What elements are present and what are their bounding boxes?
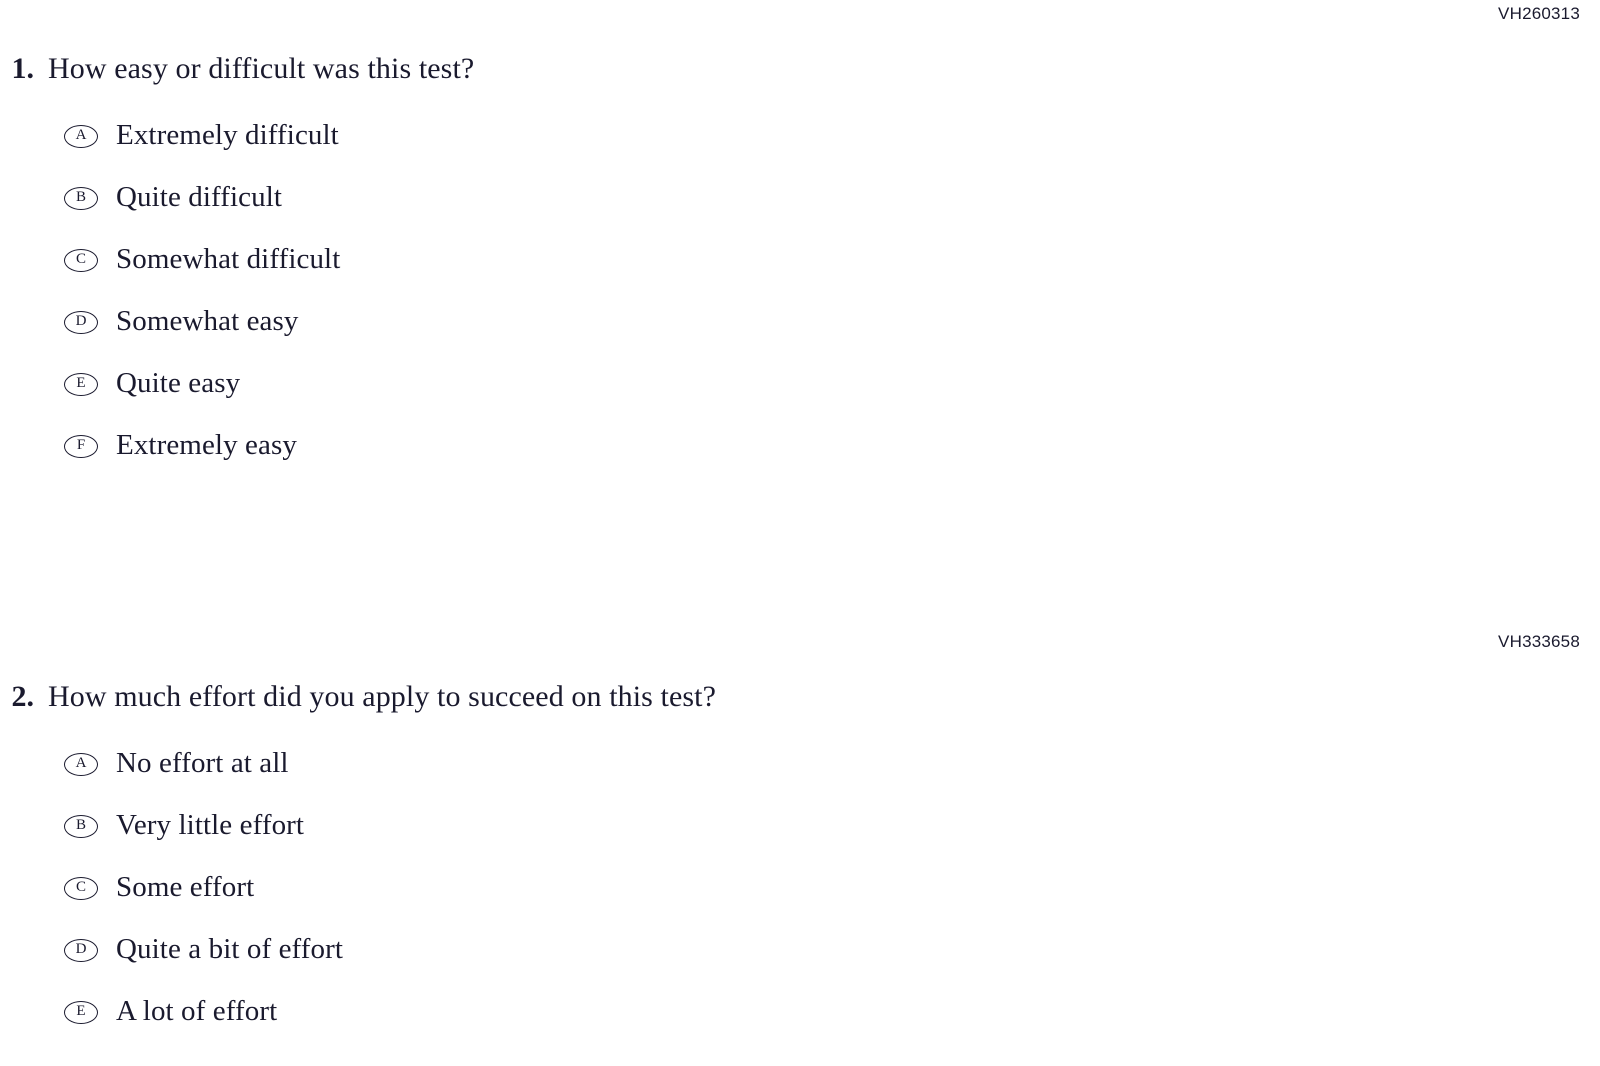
radio-bubble-icon[interactable] [64, 187, 98, 210]
option-label: Quite a bit of effort [116, 933, 344, 966]
bubble-letter: E [76, 375, 86, 391]
bubble-letter: D [75, 313, 87, 329]
option-label: Quite difficult [116, 181, 283, 214]
radio-bubble-icon[interactable] [64, 249, 98, 272]
option-1-f[interactable] [0, 415, 1560, 477]
bubble-letter: A [75, 127, 87, 143]
option-2-c[interactable] [0, 857, 1560, 919]
radio-bubble-icon[interactable] [64, 815, 98, 838]
radio-bubble-icon[interactable] [64, 877, 98, 900]
question-number-1: 1. [11, 52, 34, 85]
option-label: Somewhat difficult [116, 243, 341, 276]
option-2-e[interactable] [0, 981, 1560, 1043]
radio-bubble-icon[interactable] [64, 1001, 98, 1024]
option-1-d[interactable] [0, 291, 1560, 353]
option-list-2 [0, 733, 1560, 1043]
bubble-letter: E [76, 1003, 86, 1019]
option-2-b[interactable] [0, 795, 1560, 857]
bubble-letter: C [75, 251, 86, 267]
option-label: A lot of effort [116, 995, 278, 1028]
option-label: Extremely difficult [116, 119, 339, 152]
option-label: Extremely easy [116, 429, 297, 462]
option-label: No effort at all [116, 747, 289, 780]
question-text-2: How much effort did you apply to succeed on this test? [48, 680, 717, 713]
question-number-2: 2. [11, 680, 34, 713]
bubble-letter: B [75, 189, 86, 205]
option-1-c[interactable] [0, 229, 1560, 291]
item-id-label-2: VH333658 [1498, 632, 1580, 651]
option-label: Quite easy [116, 367, 241, 400]
question-block-1 [0, 52, 1560, 477]
radio-bubble-icon[interactable] [64, 311, 98, 334]
bubble-letter: B [75, 817, 86, 833]
radio-bubble-icon[interactable] [64, 435, 98, 458]
bubble-letter: F [76, 437, 86, 453]
option-label: Somewhat easy [116, 305, 299, 338]
option-1-e[interactable] [0, 353, 1560, 415]
question-text-1: How easy or difficult was this test? [48, 52, 475, 85]
question-header-2 [0, 680, 1560, 713]
option-2-a[interactable] [0, 733, 1560, 795]
question-block-2 [0, 680, 1560, 1043]
radio-bubble-icon[interactable] [64, 753, 98, 776]
item-id-label-1: VH260313 [1498, 4, 1580, 23]
bubble-letter: D [75, 941, 87, 957]
option-1-a[interactable] [0, 105, 1560, 167]
option-1-b[interactable] [0, 167, 1560, 229]
option-2-d[interactable] [0, 919, 1560, 981]
bubble-letter: C [75, 879, 86, 895]
option-label: Very little effort [116, 809, 305, 842]
option-list-1 [0, 105, 1560, 477]
radio-bubble-icon[interactable] [64, 125, 98, 148]
question-header-1 [0, 52, 1560, 85]
radio-bubble-icon[interactable] [64, 373, 98, 396]
radio-bubble-icon[interactable] [64, 939, 98, 962]
bubble-letter: A [75, 755, 87, 771]
option-label: Some effort [116, 871, 255, 904]
